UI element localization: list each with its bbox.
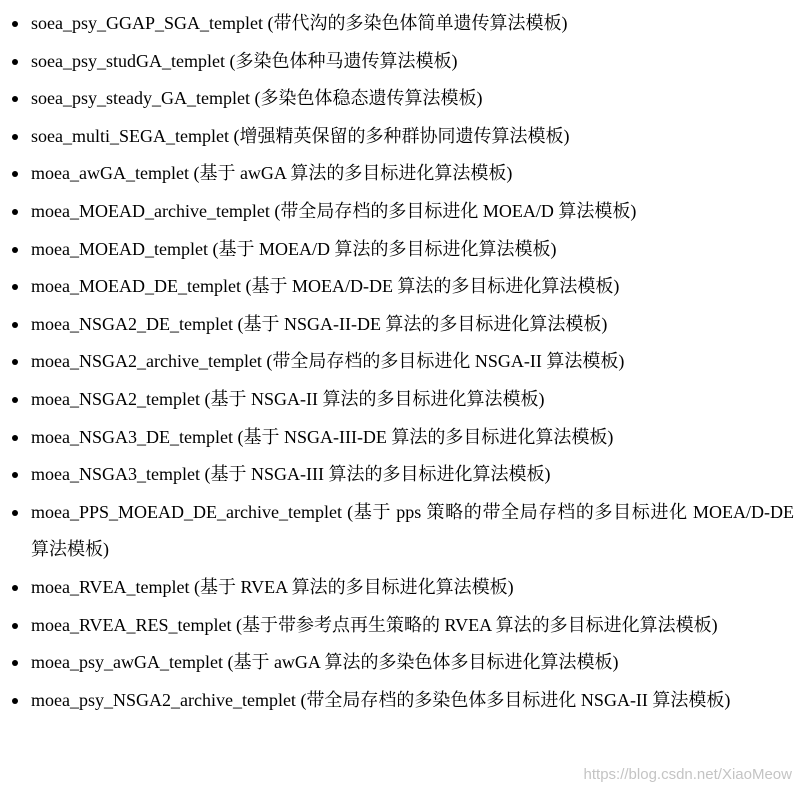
list-item-text: moea_NSGA3_templet (基于 NSGA-III 算法的多目标进化算法模板) — [31, 464, 551, 485]
bullet-icon — [12, 585, 18, 591]
list-item — [0, 118, 800, 156]
list-item — [0, 456, 800, 494]
bullet-icon — [12, 209, 18, 215]
list-item-text: soea_psy_studGA_templet (多染色体种马遗传算法模板) — [31, 50, 458, 71]
list-item-text: moea_awGA_templet (基于 awGA 算法的多目标进化算法模板) — [31, 163, 513, 184]
watermark: https://blog.csdn.net/XiaoMeow — [583, 766, 792, 783]
bullet-icon — [12, 171, 18, 177]
bullet-icon — [12, 247, 18, 253]
bullet-icon — [12, 698, 18, 704]
bullet-icon — [12, 284, 18, 290]
bullet-icon — [12, 472, 18, 478]
list-item-text: moea_MOEAD_archive_templet (带全局存档的多目标进化 MOEA/D 算法模板) — [31, 200, 637, 221]
bullet-icon — [12, 134, 18, 140]
list-item-text: moea_RVEA_templet (基于 RVEA 算法的多目标进化算法模板) — [31, 576, 514, 597]
list-item — [0, 494, 800, 569]
bullet-icon — [12, 322, 18, 328]
list-item — [0, 193, 800, 231]
list-item — [0, 644, 800, 682]
bullet-icon — [12, 660, 18, 666]
list-item-text: moea_psy_NSGA2_archive_templet (带全局存档的多染色体多目标进化 NSGA-II 算法模板) — [31, 689, 731, 710]
list-item — [0, 5, 800, 43]
list-item — [0, 682, 800, 720]
bullet-icon — [12, 623, 18, 629]
list-item — [0, 569, 800, 607]
list-item-text: moea_MOEAD_templet (基于 MOEA/D 算法的多目标进化算法模板) — [31, 238, 557, 259]
list-item-text: moea_RVEA_RES_templet (基于带参考点再生策略的 RVEA 算法的多目标进化算法模板) — [31, 614, 718, 635]
bullet-icon — [12, 96, 18, 102]
list-item — [0, 306, 800, 344]
bullet-icon — [12, 435, 18, 441]
list-item — [0, 231, 800, 269]
bullet-icon — [12, 59, 18, 65]
list-item — [0, 80, 800, 118]
list-item — [0, 343, 800, 381]
list-item-text: soea_multi_SEGA_templet (增强精英保留的多种群协同遗传算法模板) — [31, 125, 570, 146]
bullet-icon — [12, 21, 18, 27]
list-item — [0, 43, 800, 81]
bullet-icon — [12, 359, 18, 365]
list-item — [0, 607, 800, 645]
list-item-text: moea_NSGA2_templet (基于 NSGA-II 算法的多目标进化算法模板) — [31, 388, 545, 409]
list-item-text: moea_PPS_MOEAD_DE_archive_templet (基于 pps 策略的带全局存档的多目标进化 MOEA/D-DE 算法模板) — [31, 501, 794, 560]
list-item-text: soea_psy_steady_GA_templet (多染色体稳态遗传算法模板) — [31, 88, 483, 109]
list-item-text: moea_MOEAD_DE_templet (基于 MOEA/D-DE 算法的多目标进化算法模板) — [31, 276, 620, 297]
list-item-text: moea_NSGA2_DE_templet (基于 NSGA-II-DE 算法的多目标进化算法模板) — [31, 313, 608, 334]
list-item-text: moea_NSGA2_archive_templet (带全局存档的多目标进化 NSGA-II 算法模板) — [31, 351, 625, 372]
list-item — [0, 419, 800, 457]
list-item — [0, 268, 800, 306]
list-item-text: soea_psy_GGAP_SGA_templet (带代沟的多染色体简单遗传算法模板) — [31, 13, 568, 33]
bullet-icon — [12, 397, 18, 403]
list-item — [0, 155, 800, 193]
bullet-icon — [12, 510, 18, 516]
list-item-text: moea_NSGA3_DE_templet (基于 NSGA-III-DE 算法的多目标进化算法模板) — [31, 426, 614, 447]
list-item — [0, 381, 800, 419]
list-item-text: moea_psy_awGA_templet (基于 awGA 算法的多染色体多目标进化算法模板) — [31, 652, 619, 673]
